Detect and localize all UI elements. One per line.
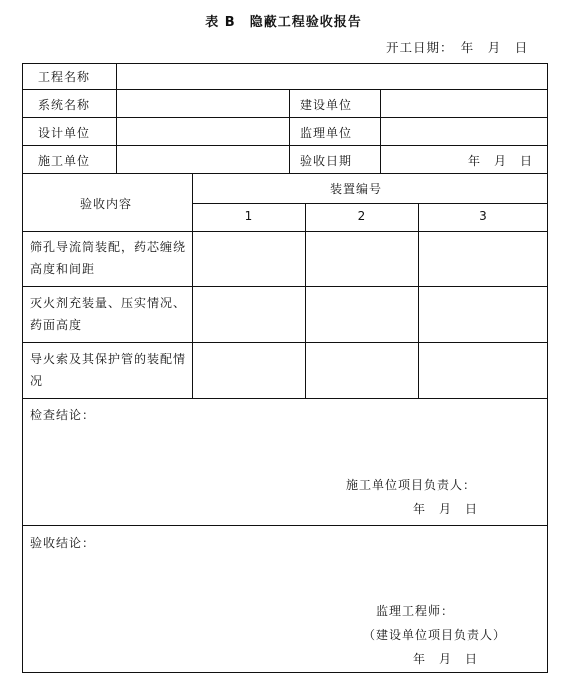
row-divider [22,231,548,232]
col-divider [305,203,306,398]
design-unit-label: 设计单位 [38,126,91,140]
builder-unit-label: 施工单位 [38,154,91,168]
acceptance-signer-note: （建设单位项目负责人） [363,628,507,642]
row-divider [22,117,548,118]
row-divider [22,342,548,343]
col-divider [116,63,117,173]
acceptance-conclusion-label: 验收结论： [30,536,96,550]
row-divider [22,145,548,146]
col-divider [418,203,419,398]
acceptance-date-label: 验收日期 [300,154,353,168]
inspection-item: 灭火剂充装量、压实情况、药面高度 [30,296,187,332]
supervision-unit-label: 监理单位 [300,126,353,140]
report-title: 表 B 隐蔽工程验收报告 [205,15,362,30]
inspection-content-label: 验收内容 [80,197,133,211]
device-number-col: 2 [357,209,366,223]
row-divider [22,173,548,174]
project-name-label: 工程名称 [38,70,91,84]
device-number-col: 1 [244,209,253,223]
check-conclusion-label: 检查结论： [30,408,96,422]
acceptance-signer: 监理工程师： [376,604,455,618]
check-date: 年 月 日 [413,502,479,516]
row-divider [22,89,548,90]
start-date: 开工日期： 年 月 日 [386,40,529,55]
system-name-label: 系统名称 [38,98,91,112]
acceptance-date-value: 年 月 日 [468,154,534,168]
inspection-item: 导火索及其保护管的装配情况 [30,352,187,388]
col-divider [192,173,193,398]
row-divider [22,525,548,526]
row-divider [22,398,548,399]
check-signer: 施工单位项目负责人： [346,478,477,492]
row-divider [192,203,548,204]
col-divider [289,89,290,173]
device-number-col: 3 [479,209,487,223]
col-divider [380,89,381,173]
acceptance-date: 年 月 日 [413,652,479,666]
construction-owner-label: 建设单位 [300,98,353,112]
row-divider [22,286,548,287]
inspection-item: 筛孔导流筒装配，药芯缠绕高度和间距 [30,240,187,276]
device-number-label: 装置编号 [330,182,383,196]
